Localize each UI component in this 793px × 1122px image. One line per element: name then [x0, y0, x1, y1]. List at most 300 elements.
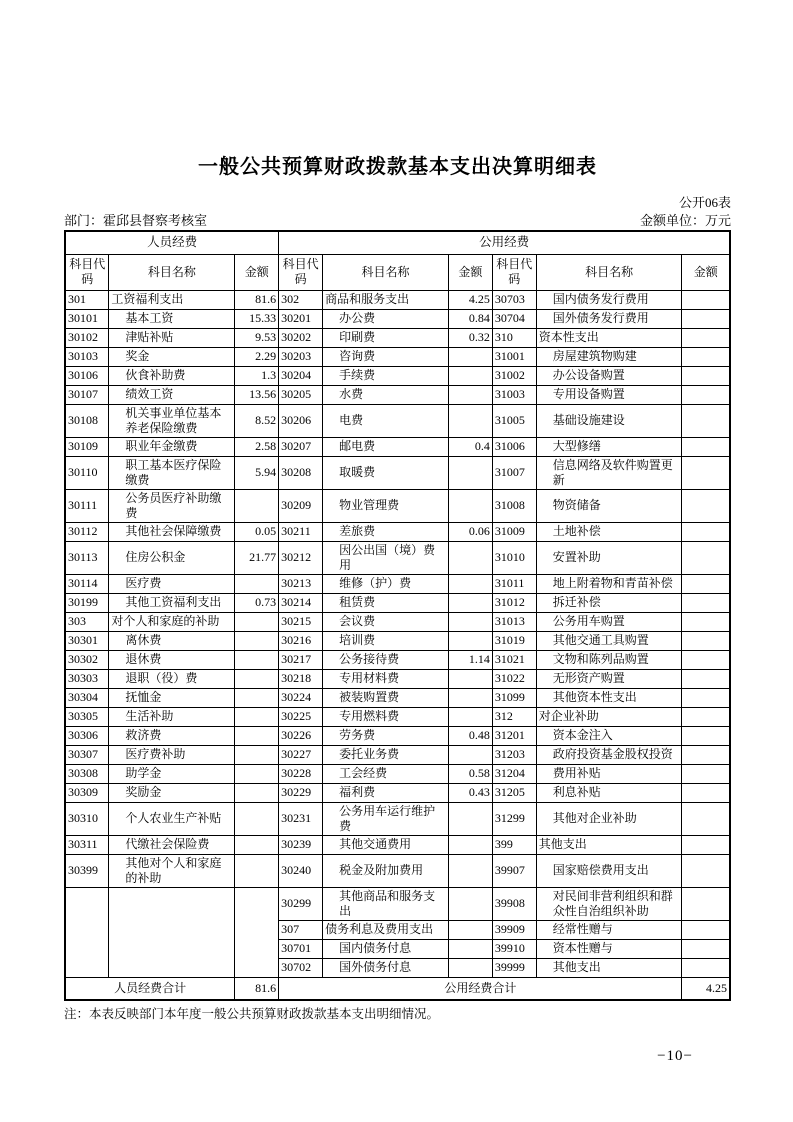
subject-code-cell: 30111: [65, 489, 109, 522]
table-row: [65, 783, 730, 802]
subject-code-cell: 30303: [65, 669, 109, 688]
subject-name-cell: 其他商品和服务支出: [323, 887, 449, 920]
amount-cell: [682, 612, 730, 631]
subject-code-cell: 30215: [279, 612, 323, 631]
subject-code-cell: 39910: [492, 939, 536, 958]
subject-code-cell: 30113: [65, 541, 109, 574]
subject-code-cell: 30227: [279, 745, 323, 764]
amount-cell: [235, 854, 279, 887]
subject-name-cell: 办公设备购置: [536, 366, 682, 385]
subject-code-cell: 31010: [492, 541, 536, 574]
amount-cell: 0.06: [448, 522, 492, 541]
subject-name-cell: 资本性赠与: [536, 939, 682, 958]
subject-code-cell: 30110: [65, 456, 109, 489]
amount-cell: [448, 489, 492, 522]
subject-name-cell: 专用设备购置: [536, 385, 682, 404]
budget-table: [64, 230, 731, 1001]
amount-cell: [682, 385, 730, 404]
subject-name-cell: 手续费: [323, 366, 449, 385]
subject-name-cell: 会议费: [323, 612, 449, 631]
amount-cell: [682, 745, 730, 764]
amount-cell: [448, 541, 492, 574]
amount-cell: [235, 835, 279, 854]
group-header-row: [65, 231, 730, 254]
subject-name-cell: 电费: [323, 404, 449, 437]
subject-name-cell: 其他工资福利支出: [109, 593, 235, 612]
amount-cell: [682, 958, 730, 977]
subject-name-cell: 国外债务发行费用: [536, 309, 682, 328]
subject-code-cell: 30704: [492, 309, 536, 328]
subject-code-cell: 30199: [65, 593, 109, 612]
subject-name-cell: 培训费: [323, 631, 449, 650]
subject-code-cell: 30201: [279, 309, 323, 328]
amount-cell: [682, 328, 730, 347]
amount-cell: [682, 887, 730, 920]
amount-cell: [682, 456, 730, 489]
subject-name-cell: 公务用车运行维护费: [323, 802, 449, 835]
subject-code-cell: 30240: [279, 854, 323, 887]
subject-name-cell: 对民间非营利组织和群众性自治组织补助: [536, 887, 682, 920]
subject-name-cell: 专用材料费: [323, 669, 449, 688]
subject-code-cell: 31021: [492, 650, 536, 669]
subject-code-cell: 31011: [492, 574, 536, 593]
amount-cell: [235, 745, 279, 764]
table-row: [65, 688, 730, 707]
unit-label: 金额单位：万元: [639, 212, 731, 228]
amount-cell: [682, 290, 730, 309]
subject-code-cell: 30218: [279, 669, 323, 688]
amount-cell: 0.58: [448, 764, 492, 783]
subject-code-cell: 30308: [65, 764, 109, 783]
subject-code-cell: 302: [279, 290, 323, 309]
subject-name-cell: 职工基本医疗保险缴费: [109, 456, 235, 489]
empty-cell: [65, 887, 109, 977]
amount-cell: [448, 669, 492, 688]
table-row: [65, 404, 730, 437]
subject-code-cell: 30231: [279, 802, 323, 835]
subject-code-cell: 30302: [65, 650, 109, 669]
amount-cell: 2.58: [235, 437, 279, 456]
subject-name-cell: 奖励金: [109, 783, 235, 802]
amount-cell: [235, 574, 279, 593]
table-row: [65, 650, 730, 669]
table-row: [65, 309, 730, 328]
column-header-code: 科目代码: [279, 254, 323, 290]
amount-cell: 4.25: [448, 290, 492, 309]
amount-cell: 0.43: [448, 783, 492, 802]
subject-code-cell: 39999: [492, 958, 536, 977]
subject-code-cell: 30103: [65, 347, 109, 366]
amount-cell: [235, 688, 279, 707]
table-row: [65, 631, 730, 650]
subject-code-cell: 30202: [279, 328, 323, 347]
subject-code-cell: 31205: [492, 783, 536, 802]
table-row: [65, 437, 730, 456]
personnel-total-amount: 81.6: [235, 977, 279, 1000]
amount-cell: 81.6: [235, 290, 279, 309]
subject-name-cell: 其他对个人和家庭的补助: [109, 854, 235, 887]
subject-name-cell: 工会经费: [323, 764, 449, 783]
subject-name-cell: 其他对企业补助: [536, 802, 682, 835]
subject-code-cell: 30204: [279, 366, 323, 385]
subject-code-cell: 30304: [65, 688, 109, 707]
subject-code-cell: 31019: [492, 631, 536, 650]
subject-code-cell: 31022: [492, 669, 536, 688]
subject-code-cell: 30209: [279, 489, 323, 522]
subject-code-cell: 31008: [492, 489, 536, 522]
table-row: [65, 745, 730, 764]
subject-code-cell: 30701: [279, 939, 323, 958]
subject-code-cell: 303: [65, 612, 109, 631]
amount-cell: 0.05: [235, 522, 279, 541]
subject-name-cell: 机关事业单位基本养老保险缴费: [109, 404, 235, 437]
column-header-row: [65, 254, 730, 290]
subject-name-cell: 代缴社会保险费: [109, 835, 235, 854]
subject-name-cell: 资本性支出: [536, 328, 682, 347]
subject-code-cell: 31001: [492, 347, 536, 366]
amount-cell: [682, 726, 730, 745]
subject-code-cell: 30305: [65, 707, 109, 726]
amount-cell: [682, 437, 730, 456]
table-row: [65, 835, 730, 854]
subject-name-cell: 文物和陈列品购置: [536, 650, 682, 669]
amount-cell: [448, 920, 492, 939]
amount-cell: [448, 385, 492, 404]
subject-code-cell: 399: [492, 835, 536, 854]
subject-code-cell: 30309: [65, 783, 109, 802]
amount-cell: 0.32: [448, 328, 492, 347]
amount-cell: [448, 631, 492, 650]
personnel-total-label-cell: 人员经费合计: [65, 977, 235, 1000]
amount-cell: [682, 593, 730, 612]
subject-code-cell: 30306: [65, 726, 109, 745]
subject-code-cell: 30239: [279, 835, 323, 854]
amount-cell: [682, 920, 730, 939]
subject-code-cell: 31006: [492, 437, 536, 456]
department-label: 部门：霍邱县督察考核室: [64, 212, 208, 228]
subject-code-cell: 31201: [492, 726, 536, 745]
column-header-name: 科目名称: [323, 254, 449, 290]
subject-name-cell: 税金及附加费用: [323, 854, 449, 887]
subject-name-cell: 公务接待费: [323, 650, 449, 669]
subject-name-cell: 对企业补助: [536, 707, 682, 726]
empty-cell: [109, 887, 235, 977]
subject-code-cell: 30214: [279, 593, 323, 612]
amount-cell: [235, 669, 279, 688]
subject-name-cell: 商品和服务支出: [323, 290, 449, 309]
amount-cell: [682, 835, 730, 854]
table-row: [65, 726, 730, 745]
amount-cell: [682, 783, 730, 802]
subject-code-cell: 31007: [492, 456, 536, 489]
amount-cell: 15.33: [235, 309, 279, 328]
public-total-label-cell: 公用经费合计: [279, 977, 682, 1000]
table-row: [65, 707, 730, 726]
subject-code-cell: 310: [492, 328, 536, 347]
amount-cell: [682, 688, 730, 707]
subject-name-cell: 利息补贴: [536, 783, 682, 802]
subject-name-cell: 政府投资基金股权投资: [536, 745, 682, 764]
subject-name-cell: 退职（役）费: [109, 669, 235, 688]
amount-cell: [682, 802, 730, 835]
amount-cell: 1.3: [235, 366, 279, 385]
subject-name-cell: 劳务费: [323, 726, 449, 745]
page-title: 一般公共预算财政拨款基本支出决算明细表: [198, 156, 597, 178]
column-header-amount: 金额: [682, 254, 730, 290]
subject-name-cell: 因公出国（境）费用: [323, 541, 449, 574]
amount-cell: [448, 887, 492, 920]
table-row: [65, 328, 730, 347]
column-header-code: 科目代码: [65, 254, 109, 290]
amount-cell: [235, 764, 279, 783]
amount-cell: [682, 939, 730, 958]
subject-name-cell: 邮电费: [323, 437, 449, 456]
subject-name-cell: 取暖费: [323, 456, 449, 489]
subject-code-cell: 30224: [279, 688, 323, 707]
amount-cell: 21.77: [235, 541, 279, 574]
subject-name-cell: 无形资产购置: [536, 669, 682, 688]
subject-name-cell: 对个人和家庭的补助: [109, 612, 235, 631]
amount-cell: [235, 707, 279, 726]
subject-code-cell: 30109: [65, 437, 109, 456]
table-row: [65, 593, 730, 612]
subject-code-cell: 30206: [279, 404, 323, 437]
amount-cell: [448, 802, 492, 835]
subject-name-cell: 印刷费: [323, 328, 449, 347]
amount-cell: [448, 939, 492, 958]
subject-name-cell: 退休费: [109, 650, 235, 669]
subject-name-cell: 经常性赠与: [536, 920, 682, 939]
subject-name-cell: 医疗费: [109, 574, 235, 593]
subject-code-cell: 30299: [279, 887, 323, 920]
table-row: [65, 802, 730, 835]
subject-name-cell: 其他交通工具购置: [536, 631, 682, 650]
subject-name-cell: 基本工资: [109, 309, 235, 328]
amount-cell: 5.94: [235, 456, 279, 489]
subject-name-cell: 租赁费: [323, 593, 449, 612]
subject-name-cell: 其他社会保障缴费: [109, 522, 235, 541]
column-header-code: 科目代码: [492, 254, 536, 290]
subject-name-cell: 福利费: [323, 783, 449, 802]
amount-cell: [682, 764, 730, 783]
subject-name-cell: 办公费: [323, 309, 449, 328]
subject-name-cell: 安置补助: [536, 541, 682, 574]
amount-cell: [235, 802, 279, 835]
subject-code-cell: 30228: [279, 764, 323, 783]
subject-code-cell: 30399: [65, 854, 109, 887]
table-row: [65, 456, 730, 489]
subject-code-cell: 301: [65, 290, 109, 309]
amount-cell: [682, 347, 730, 366]
subject-name-cell: 住房公积金: [109, 541, 235, 574]
subject-name-cell: 公务用车购置: [536, 612, 682, 631]
amount-cell: [682, 707, 730, 726]
subject-name-cell: 公务员医疗补助缴费: [109, 489, 235, 522]
subject-code-cell: 30301: [65, 631, 109, 650]
column-header-amount: 金额: [235, 254, 279, 290]
subject-name-cell: 水费: [323, 385, 449, 404]
subject-code-cell: 31002: [492, 366, 536, 385]
subject-name-cell: 其他资本性支出: [536, 688, 682, 707]
subject-name-cell: 其他支出: [536, 835, 682, 854]
subject-name-cell: 房屋建筑物购建: [536, 347, 682, 366]
amount-cell: [448, 958, 492, 977]
subject-name-cell: 医疗费补助: [109, 745, 235, 764]
amount-cell: [448, 707, 492, 726]
subject-code-cell: 31013: [492, 612, 536, 631]
amount-cell: [235, 612, 279, 631]
note-text: 注：本表反映部门本年度一般公共预算财政拨款基本支出明细情况。: [64, 1007, 440, 1022]
subject-name-cell: 被装购置费: [323, 688, 449, 707]
subject-name-cell: 咨询费: [323, 347, 449, 366]
subject-name-cell: 抚恤金: [109, 688, 235, 707]
table-body: [65, 290, 730, 977]
column-header-name: 科目名称: [109, 254, 235, 290]
amount-cell: [235, 489, 279, 522]
subject-code-cell: 30203: [279, 347, 323, 366]
amount-cell: [682, 489, 730, 522]
subject-code-cell: 307: [279, 920, 323, 939]
subject-name-cell: 费用补贴: [536, 764, 682, 783]
subject-name-cell: 维修（护）费: [323, 574, 449, 593]
table-label: 公开06表: [678, 195, 731, 210]
subject-code-cell: 31009: [492, 522, 536, 541]
table-row: [65, 489, 730, 522]
amount-cell: [448, 745, 492, 764]
subject-code-cell: 31012: [492, 593, 536, 612]
amount-cell: [682, 854, 730, 887]
amount-cell: [448, 688, 492, 707]
public-total-amount: 4.25: [682, 977, 730, 1000]
amount-cell: [682, 309, 730, 328]
table-row: [65, 669, 730, 688]
amount-cell: [682, 650, 730, 669]
subject-code-cell: 31099: [492, 688, 536, 707]
group-header-personnel: 人员经费: [65, 231, 279, 254]
subject-code-cell: 30216: [279, 631, 323, 650]
amount-cell: [682, 631, 730, 650]
subject-name-cell: 个人农业生产补贴: [109, 802, 235, 835]
subject-code-cell: 30229: [279, 783, 323, 802]
amount-cell: 13.56: [235, 385, 279, 404]
subject-name-cell: 职业年金缴费: [109, 437, 235, 456]
subject-name-cell: 大型修缮: [536, 437, 682, 456]
amount-cell: [235, 631, 279, 650]
subject-code-cell: 31003: [492, 385, 536, 404]
table-row: [65, 612, 730, 631]
totals-row: [65, 977, 730, 1000]
subject-name-cell: 国家赔偿费用支出: [536, 854, 682, 887]
subject-code-cell: 30217: [279, 650, 323, 669]
subject-name-cell: 土地补偿: [536, 522, 682, 541]
table-row: [65, 541, 730, 574]
subject-code-cell: 30307: [65, 745, 109, 764]
amount-cell: [682, 366, 730, 385]
subject-code-cell: 30108: [65, 404, 109, 437]
subject-name-cell: 离休费: [109, 631, 235, 650]
amount-cell: [448, 612, 492, 631]
subject-code-cell: 312: [492, 707, 536, 726]
subject-name-cell: 其他交通费用: [323, 835, 449, 854]
amount-cell: 8.52: [235, 404, 279, 437]
amount-cell: 0.84: [448, 309, 492, 328]
subject-name-cell: 国内债务发行费用: [536, 290, 682, 309]
subject-name-cell: 国内债务付息: [323, 939, 449, 958]
subject-name-cell: 国外债务付息: [323, 958, 449, 977]
amount-cell: 0.73: [235, 593, 279, 612]
subject-name-cell: 信息网络及软件购置更新: [536, 456, 682, 489]
table-row: [65, 887, 730, 920]
subject-code-cell: 30107: [65, 385, 109, 404]
subject-name-cell: 生活补助: [109, 707, 235, 726]
subject-code-cell: 30225: [279, 707, 323, 726]
subject-code-cell: 30205: [279, 385, 323, 404]
amount-cell: [235, 650, 279, 669]
subject-name-cell: 地上附着物和青苗补偿: [536, 574, 682, 593]
table-row: [65, 854, 730, 887]
amount-cell: [235, 726, 279, 745]
page-number: −10−: [657, 1048, 693, 1065]
subject-code-cell: 39907: [492, 854, 536, 887]
amount-cell: [448, 835, 492, 854]
subject-code-cell: 30211: [279, 522, 323, 541]
subject-name-cell: 救济费: [109, 726, 235, 745]
table-row: [65, 522, 730, 541]
amount-cell: [682, 404, 730, 437]
subject-code-cell: 30102: [65, 328, 109, 347]
subject-code-cell: 30106: [65, 366, 109, 385]
subject-code-cell: 30207: [279, 437, 323, 456]
subject-name-cell: 差旅费: [323, 522, 449, 541]
table-row: [65, 290, 730, 309]
amount-cell: [448, 366, 492, 385]
amount-cell: [448, 347, 492, 366]
table-row: [65, 347, 730, 366]
amount-cell: [448, 593, 492, 612]
subject-name-cell: 拆迁补偿: [536, 593, 682, 612]
amount-cell: [235, 783, 279, 802]
subject-name-cell: 物业管理费: [323, 489, 449, 522]
column-header-name: 科目名称: [536, 254, 682, 290]
subject-code-cell: 30208: [279, 456, 323, 489]
subject-name-cell: 物资储备: [536, 489, 682, 522]
subject-name-cell: 助学金: [109, 764, 235, 783]
subject-name-cell: 伙食补助费: [109, 366, 235, 385]
amount-cell: [448, 456, 492, 489]
subject-code-cell: 30703: [492, 290, 536, 309]
subject-name-cell: 委托业务费: [323, 745, 449, 764]
column-header-amount: 金额: [448, 254, 492, 290]
amount-cell: 1.14: [448, 650, 492, 669]
amount-cell: 0.4: [448, 437, 492, 456]
subject-name-cell: 专用燃料费: [323, 707, 449, 726]
subject-name-cell: 奖金: [109, 347, 235, 366]
amount-cell: [448, 854, 492, 887]
amount-cell: [682, 574, 730, 593]
table-row: [65, 574, 730, 593]
table-row: [65, 385, 730, 404]
amount-cell: [448, 574, 492, 593]
subject-code-cell: 39909: [492, 920, 536, 939]
subject-code-cell: 30114: [65, 574, 109, 593]
empty-cell: [235, 887, 279, 977]
subject-code-cell: 39908: [492, 887, 536, 920]
subject-code-cell: 31005: [492, 404, 536, 437]
meta-line: [64, 212, 731, 230]
group-header-public: 公用经费: [279, 231, 730, 254]
subject-code-cell: 30226: [279, 726, 323, 745]
amount-cell: 9.53: [235, 328, 279, 347]
